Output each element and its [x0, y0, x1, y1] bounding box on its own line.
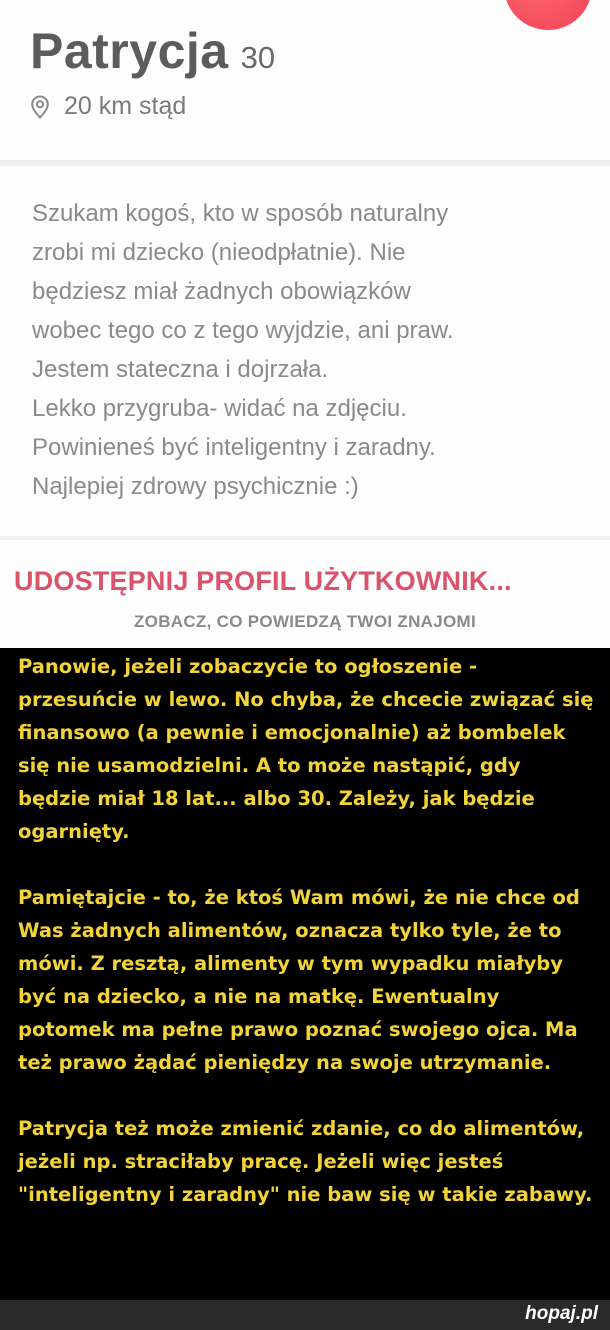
location-pin-icon [30, 95, 50, 119]
bio-line: będziesz miał żadnych obowiązków [32, 278, 411, 305]
caption-paragraph: Panowie, jeżeli zobaczycie to ogłoszenie - przesuńcie w lewo. No chyba, że chcecie związać się finansowo (a pewnie i emocjonalnie) aż bombelek się nie usamodzielni. A to może nastąpić, gdy będzie miał 18 lat... albo 30. Zależy, jak będzie ogarnięty. [18, 655, 594, 843]
profile-header [30, 22, 275, 80]
caption-paragraph: Patrycja też może zmienić zdanie, co do alimentów, jeżeli np. straciłaby pracę. Jeżeli więc jesteś "inteligentny i zaradny" nie baw się w takie zabawy. [18, 1117, 593, 1206]
distance-row [30, 92, 186, 121]
section-divider [0, 160, 610, 166]
meme-caption [18, 650, 598, 1244]
site-logo[interactable]: hopaj.pl [525, 1303, 598, 1324]
bio-line: Szukam kogoś, kto w sposób naturalny [32, 200, 449, 227]
bio-line: Jestem stateczna i dojrzała. [32, 356, 329, 383]
footer-bar [0, 1300, 610, 1330]
profile-card [0, 0, 610, 648]
share-profile-button[interactable]: UDOSTĘPNIJ PROFIL UŻYTKOWNIK... [14, 566, 512, 596]
profile-age: 30 [240, 40, 276, 75]
profile-distance: 20 km stąd [64, 92, 187, 120]
caption-paragraph: Pamiętajcie - to, że ktoś Wam mówi, że nie chce od Was żadnych alimentów, oznacza tylko tyle, że to mówi. Z resztą, alimenty w tym wypadku miałyby być na dziecko, a nie na matkę. Ewentualny potomek ma pełne prawo poznać swojego ojca. Ma też prawo żądać pieniędzy na swoje utrzymanie. [18, 886, 580, 1074]
profile-name: Patrycja [30, 23, 229, 79]
share-profile-subtitle: ZOBACZ, CO POWIEDZĄ TWOI ZNAJOMI [133, 612, 477, 631]
bio-line: wobec tego co z tego wyjdzie, ani praw. [32, 317, 454, 344]
bio-line: Lekko przygruba- widać na zdjęciu. [32, 395, 407, 422]
bio-line: zrobi mi dziecko (nieodpłatnie). Nie [32, 239, 406, 266]
profile-bio [32, 194, 592, 506]
section-divider [0, 536, 610, 540]
action-button-partial[interactable] [504, 0, 592, 30]
bio-line: Najlepiej zdrowy psychicznie :) [32, 473, 359, 500]
bio-line: Powinieneś być inteligentny i zaradny. [32, 434, 436, 461]
